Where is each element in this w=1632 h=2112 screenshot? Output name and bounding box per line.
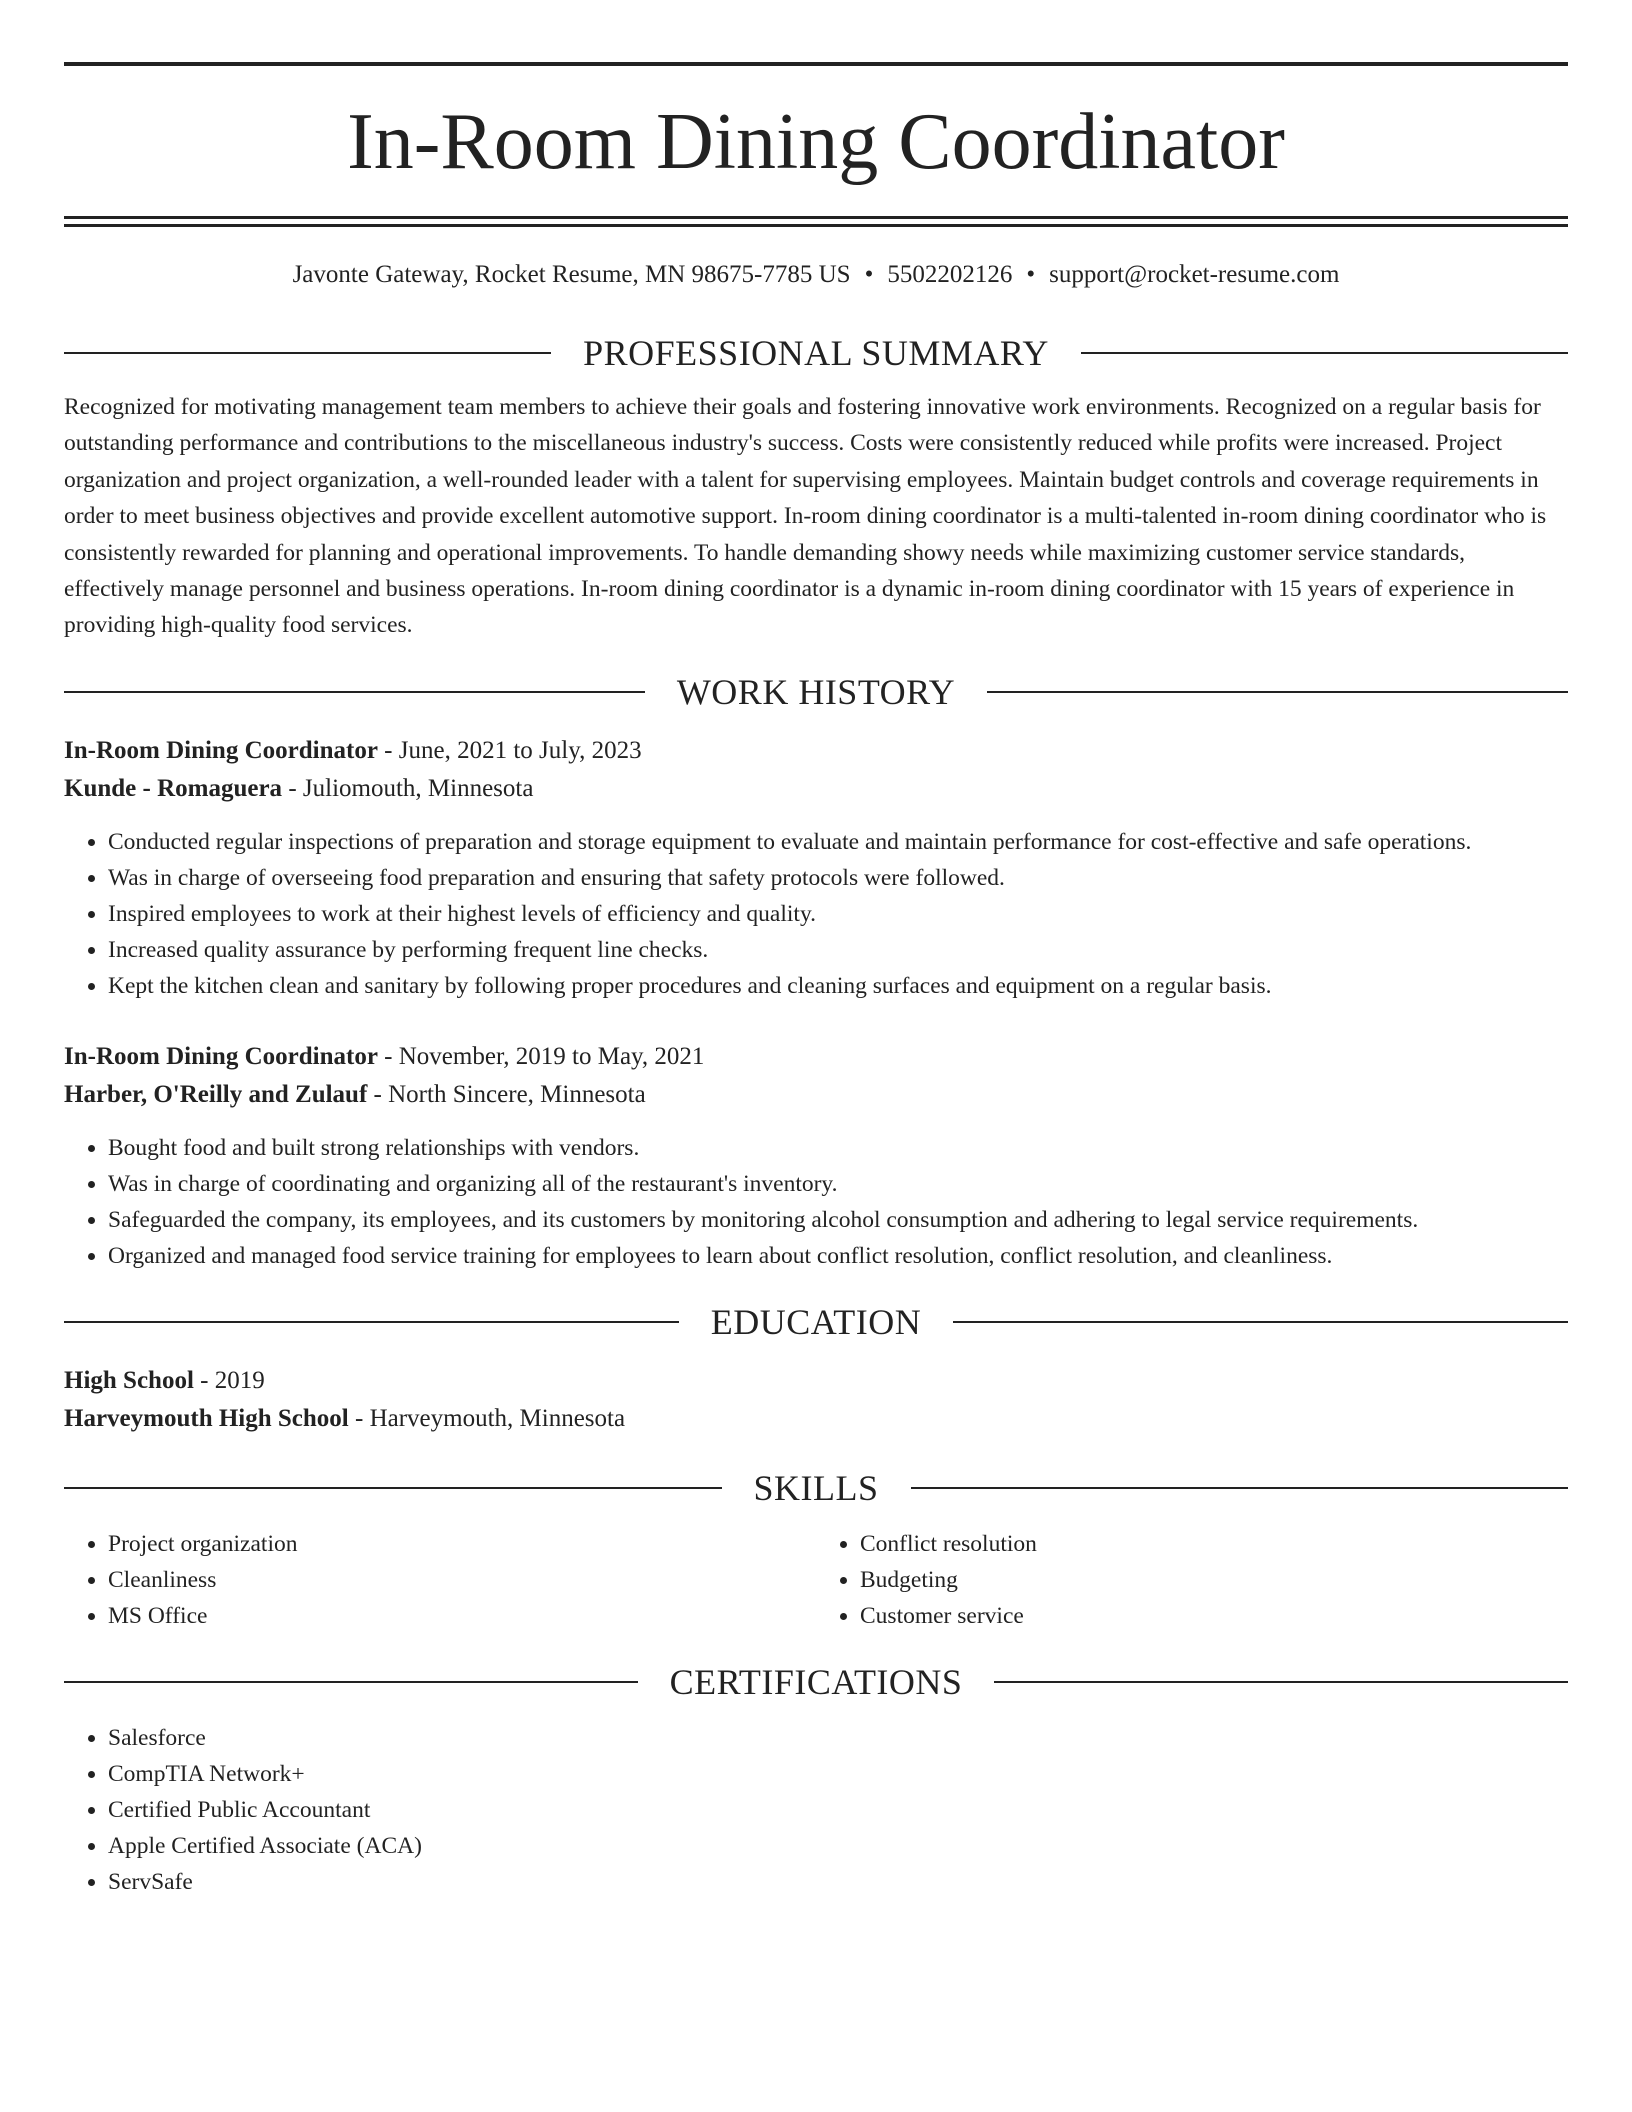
list-item: • MS Office <box>108 1598 816 1634</box>
job-location: - North Sincere, Minnesota <box>367 1080 646 1108</box>
job-company: Kunde - Romaguera <box>64 774 283 802</box>
section-rule <box>64 691 645 693</box>
job-company-line <box>64 770 1568 808</box>
education-location: - Harveymouth, Minnesota <box>348 1404 626 1432</box>
job-entry <box>64 1038 1568 1274</box>
double-rule <box>64 216 1568 227</box>
job-dates: - June, 2021 to July, 2023 <box>377 736 642 764</box>
section-rule <box>994 1681 1568 1683</box>
education-year: - 2019 <box>193 1366 265 1394</box>
summary-text: Recognized for motivating management team members to achieve their goals and fostering innovative work environments. Recognized on a regular basis for outstanding performance and contributions to the miscellaneous industry's success. Costs were consistently reduced while profits were increased. Project organization and project organization, a well-rounded leader with a talent for supervising employees. Maintain budget controls and coverage requirements in order to meet business objectives and provide excellent automotive support. In-room dining coordinator is a multi-talented in-room dining coordinator who is consistently rewarded for planning and operational improvements. To handle demanding showy needs while maximizing customer service standards, effectively manage personnel and business operations. In-room dining coordinator is a dynamic in-room dining coordinator with 15 years of experience in providing high-quality food services. <box>64 394 1547 639</box>
contact-separator: • <box>1026 261 1036 288</box>
job-title-line <box>64 1038 1568 1076</box>
resume-page <box>64 62 1568 1900</box>
section-title: SKILLS <box>753 1467 879 1508</box>
list-item: • Was in charge of overseeing food preparation and ensuring that safety protocols were followed. <box>108 860 1568 896</box>
list-item: • Budgeting <box>860 1562 1568 1598</box>
job-title-line <box>64 732 1568 770</box>
section-header-skills <box>64 1466 1568 1510</box>
list-item: • Certified Public Accountant <box>108 1792 1568 1828</box>
list-item: • Salesforce <box>108 1720 1568 1756</box>
section-rule <box>953 1321 1568 1323</box>
section-rule <box>911 1487 1569 1489</box>
skills-grid <box>64 1526 1568 1634</box>
job-entry <box>64 732 1568 1004</box>
education-entry <box>64 1362 1568 1438</box>
contact-phone: 5502202126 <box>887 261 1013 288</box>
top-rule <box>64 62 1568 66</box>
contact-address: Javonte Gateway, Rocket Resume, MN 98675-7785 US <box>292 261 851 288</box>
list-item: • Safeguarded the company, its employees, and its customers by monitoring alcohol consumption and adhering to legal service requirements. <box>108 1202 1568 1238</box>
education-degree-line <box>64 1362 1568 1400</box>
list-item: • Organized and managed food service training for employees to learn about conflict resolution, conflict resolution, and cleanliness. <box>108 1238 1568 1274</box>
list-item: • Kept the kitchen clean and sanitary by following proper procedures and cleaning surfaces and equipment on a regular basis. <box>108 968 1568 1004</box>
section-rule <box>1081 352 1568 354</box>
section-title: PROFESSIONAL SUMMARY <box>583 333 1049 373</box>
education-school-line <box>64 1400 1568 1438</box>
list-item: • Conducted regular inspections of preparation and storage equipment to evaluate and maintain performance for cost-effective and safe operations. <box>108 824 1568 860</box>
education-school: Harveymouth High School <box>64 1404 349 1432</box>
list-item: • Apple Certified Associate (ACA) <box>108 1828 1568 1864</box>
contact-email: support@rocket-resume.com <box>1049 261 1340 288</box>
job-bullets <box>64 824 1568 1004</box>
job-dates: - November, 2019 to May, 2021 <box>377 1042 705 1070</box>
section-rule <box>64 1487 722 1489</box>
list-item: • Inspired employees to work at their highest levels of efficiency and quality. <box>108 896 1568 932</box>
job-location: - Juliomouth, Minnesota <box>282 774 534 802</box>
section-header-work <box>64 670 1568 714</box>
section-rule <box>64 352 551 354</box>
job-title: In-Room Dining Coordinator <box>64 1042 378 1070</box>
list-item: • Cleanliness <box>108 1562 816 1598</box>
list-item: • CompTIA Network+ <box>108 1756 1568 1792</box>
contact-separator: • <box>864 261 874 288</box>
section-rule <box>987 691 1568 693</box>
section-header-education <box>64 1300 1568 1344</box>
section-rule <box>64 1681 638 1683</box>
list-item: • Was in charge of coordinating and organizing all of the restaurant's inventory. <box>108 1166 1568 1202</box>
job-company: Harber, O'Reilly and Zulauf <box>64 1080 368 1108</box>
list-item: • Customer service <box>860 1598 1568 1634</box>
section-title: WORK HISTORY <box>676 671 956 712</box>
section-rule <box>64 1321 679 1323</box>
list-item: • Project organization <box>108 1526 816 1562</box>
skills-column-left <box>64 1526 816 1634</box>
list-item: • Increased quality assurance by performing frequent line checks. <box>108 932 1568 968</box>
list-item: • Conflict resolution <box>860 1526 1568 1562</box>
list-item: • ServSafe <box>108 1864 1568 1900</box>
list-item: • Bought food and built strong relationships with vendors. <box>108 1130 1568 1166</box>
education-degree: High School <box>64 1366 194 1394</box>
job-title: In-Room Dining Coordinator <box>64 736 378 764</box>
resume-name: In-Room Dining Coordinator <box>347 98 1285 186</box>
job-company-line <box>64 1076 1568 1114</box>
job-bullets <box>64 1130 1568 1274</box>
section-header-certifications <box>64 1660 1568 1704</box>
section-title: EDUCATION <box>710 1301 922 1342</box>
skills-column-right <box>816 1526 1568 1634</box>
section-title: CERTIFICATIONS <box>669 1661 963 1702</box>
section-header-summary <box>64 331 1568 375</box>
contact-line <box>64 259 1568 291</box>
certifications-list <box>64 1720 1568 1900</box>
